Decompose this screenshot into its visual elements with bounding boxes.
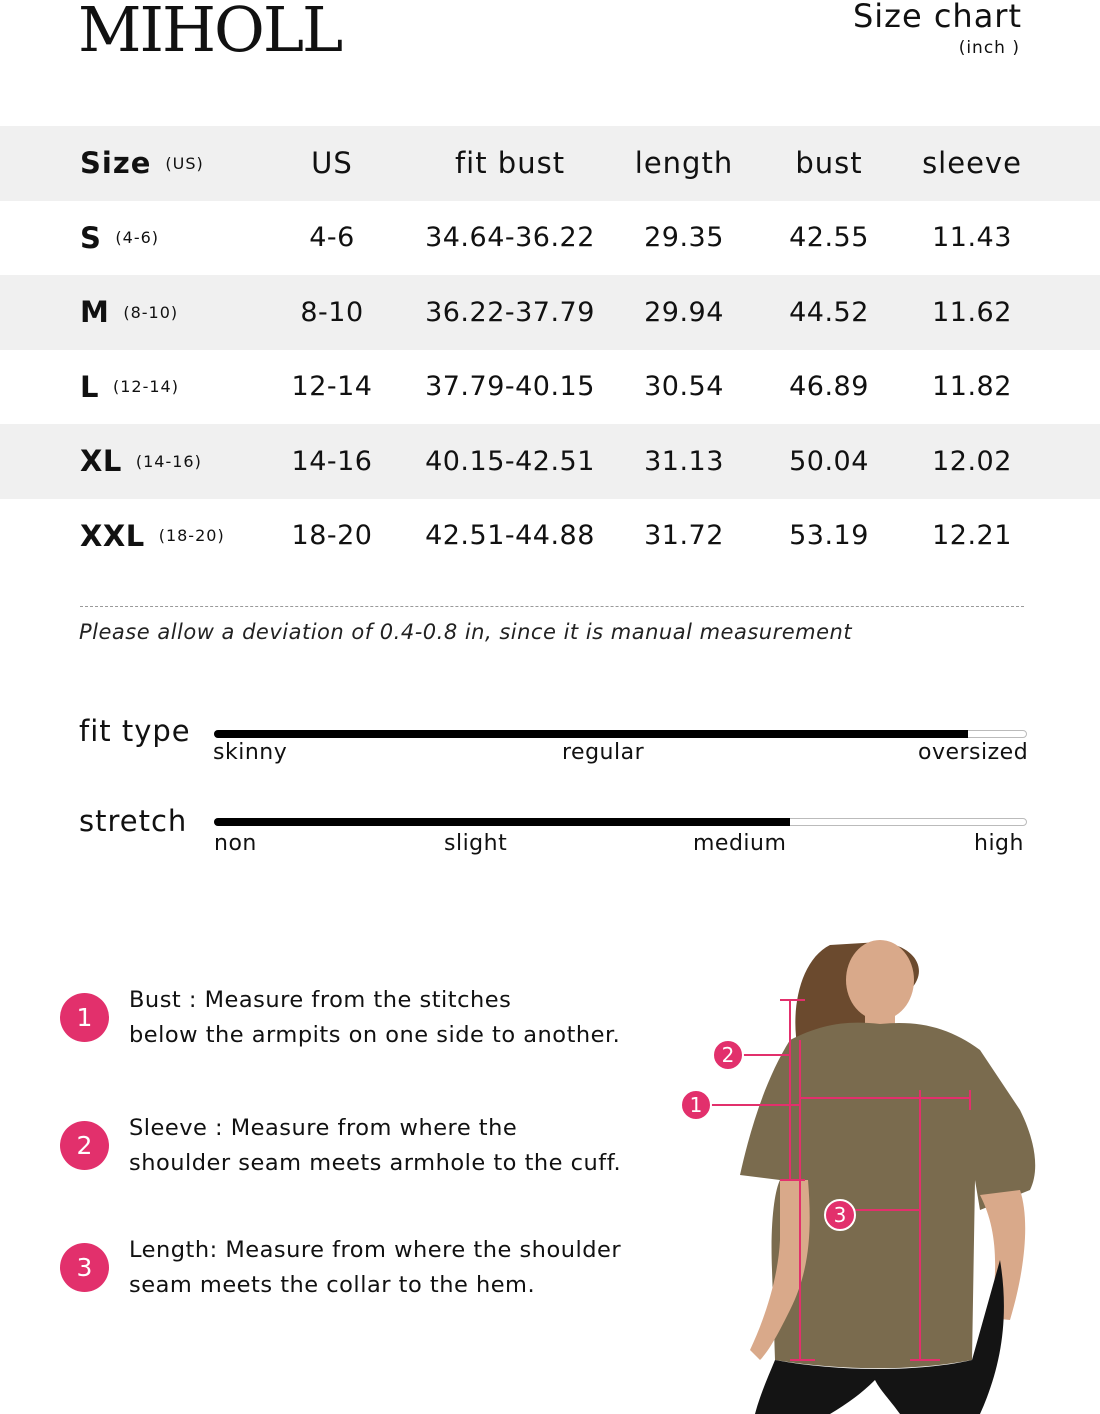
deviation-note: Please allow a deviation of 0.4-0.8 in, since it is manual measurement	[79, 620, 853, 644]
figure-marker-1	[681, 1090, 711, 1120]
size-cell: S (4-6)	[80, 220, 160, 255]
sleeve-cell: 11.82	[932, 371, 1012, 403]
us-cell: 4-6	[309, 222, 355, 254]
table-row	[0, 350, 1100, 425]
model-measurement-figure	[680, 940, 1100, 1414]
instruction-bust	[129, 983, 689, 1053]
stretch-tick-slight: slight	[444, 831, 508, 856]
instruction-badge-1: 1	[60, 993, 109, 1042]
figure-marker-2	[713, 1040, 743, 1070]
instruction-badge-3: 3	[60, 1243, 109, 1292]
length-cell: 31.72	[644, 520, 724, 552]
bust-cell: 42.55	[789, 222, 869, 254]
bust-cell: 50.04	[789, 445, 869, 477]
fit-bust-cell: 40.15-42.51	[425, 445, 595, 477]
header-us: US	[311, 146, 353, 181]
size-cell: L (12-14)	[80, 369, 179, 404]
fit-tick-regular: regular	[562, 740, 645, 765]
fit-bust-cell: 34.64-36.22	[425, 222, 595, 254]
instruction-sleeve	[129, 1111, 689, 1181]
length-cell: 29.35	[644, 222, 724, 254]
fit-bust-cell: 37.79-40.15	[425, 371, 595, 403]
unit-label: (inch )	[958, 38, 1020, 58]
table-row	[0, 499, 1100, 574]
sleeve-cell: 11.43	[932, 222, 1012, 254]
instruction-length	[129, 1233, 689, 1303]
instruction-line: Length: Measure from where the shoulder	[129, 1237, 622, 1263]
fit-bust-cell: 42.51-44.88	[425, 520, 595, 552]
header-bust: bust	[795, 146, 863, 181]
size-note: (18-20)	[158, 526, 225, 546]
face-shape	[846, 940, 914, 1020]
header-sleeve: sleeve	[922, 146, 1022, 181]
header-size: Size (US)	[80, 146, 204, 181]
table-row	[0, 201, 1100, 276]
size-note: (8-10)	[123, 302, 179, 322]
table-row	[0, 275, 1100, 350]
figure-marker-3	[825, 1200, 855, 1230]
instruction-line: below the armpits on one side to another.	[129, 1022, 621, 1048]
instruction-badge-2: 2	[60, 1121, 109, 1170]
bust-cell: 53.19	[789, 520, 869, 552]
stretch-label: stretch	[79, 804, 188, 838]
stretch-tick-high: high	[974, 831, 1024, 856]
header-size-note: (US)	[165, 153, 204, 173]
stretch-tick-medium: medium	[693, 831, 787, 856]
us-cell: 18-20	[291, 520, 373, 552]
fit-type-track	[214, 730, 1027, 738]
us-cell: 12-14	[291, 371, 373, 403]
stretch-track	[214, 818, 1027, 826]
stretch-fill	[214, 818, 790, 826]
instruction-line: Bust : Measure from the stitches	[129, 987, 512, 1013]
fit-type-fill	[214, 730, 968, 738]
stretch-tick-non: non	[214, 831, 257, 856]
svg-text:3: 3	[833, 1203, 847, 1227]
svg-text:1: 1	[689, 1093, 703, 1117]
size-cell: XL (14-16)	[80, 444, 202, 479]
size-table	[0, 126, 1100, 573]
size-cell: XXL (18-20)	[80, 518, 225, 553]
chart-title: Size chart	[852, 0, 1022, 35]
bust-cell: 44.52	[789, 296, 869, 328]
instruction-line: Sleeve : Measure from where the	[129, 1115, 518, 1141]
fit-type-label: fit type	[79, 714, 191, 748]
fit-tick-skinny: skinny	[213, 740, 288, 765]
header-length: length	[634, 146, 734, 181]
fit-bust-cell: 36.22-37.79	[425, 296, 595, 328]
brand-logo: MIHOLL	[78, 0, 342, 66]
length-cell: 29.94	[644, 296, 724, 328]
us-cell: 14-16	[291, 445, 373, 477]
size-note: (4-6)	[115, 228, 160, 248]
dashed-divider	[80, 606, 1024, 607]
bust-cell: 46.89	[789, 371, 869, 403]
header-fit-bust: fit bust	[454, 146, 566, 181]
us-cell: 8-10	[300, 296, 364, 328]
instruction-line: seam meets the collar to the hem.	[129, 1272, 536, 1298]
size-cell: M (8-10)	[80, 295, 179, 330]
sleeve-cell: 12.21	[932, 520, 1012, 552]
svg-text:2: 2	[721, 1043, 735, 1067]
size-note: (14-16)	[135, 451, 202, 471]
sleeve-cell: 11.62	[932, 296, 1012, 328]
length-cell: 31.13	[644, 445, 724, 477]
fit-tick-oversized: oversized	[918, 740, 1029, 765]
instruction-line: shoulder seam meets armhole to the cuff.	[129, 1150, 622, 1176]
table-row	[0, 424, 1100, 499]
length-cell: 30.54	[644, 371, 724, 403]
table-header-row	[0, 126, 1100, 201]
size-note: (12-14)	[112, 377, 179, 397]
sleeve-cell: 12.02	[932, 445, 1012, 477]
